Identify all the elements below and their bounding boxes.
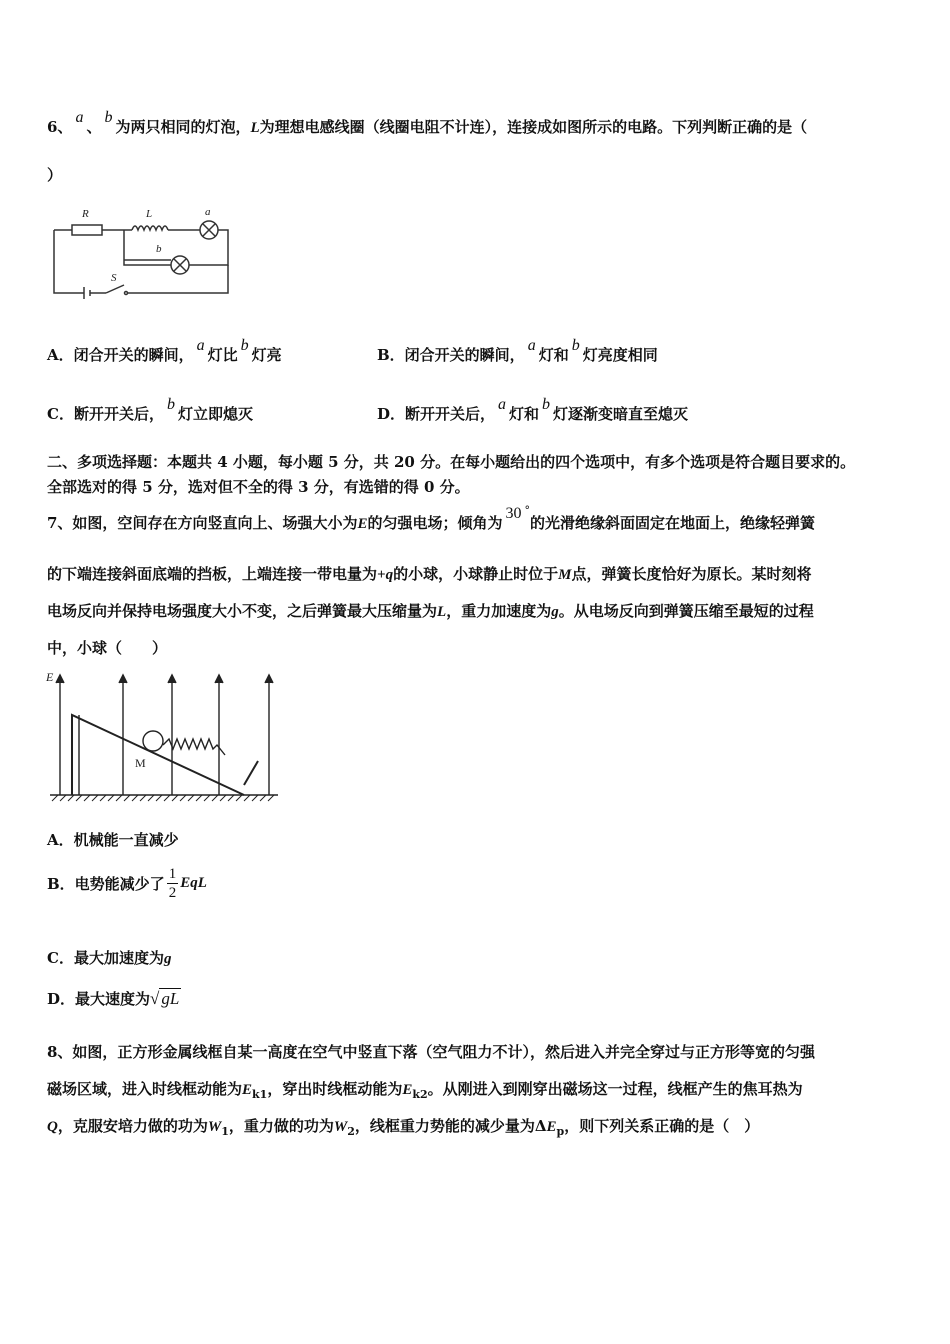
q6-option-d: D．断开开关后，a灯和b灯逐渐变暗直至熄灭 xyxy=(377,396,689,423)
q7-option-b: B．电势能减少了 $\frac{1}{2}$ EqL xyxy=(47,866,207,901)
q6-stem: 6、a、b为两只相同的灯泡，L为理想电感线圈（线圈电阻不计连），连接成如图所示的电路。下列判断正确的是（ xyxy=(47,109,808,136)
var-b: b xyxy=(104,109,113,126)
q6-option-a: A．闭合开关的瞬间，a灯比b灯亮 xyxy=(47,337,282,364)
q7-stem-line3: 电场反向并保持电场强度大小不变，之后弹簧最大压缩量为L，重力加速度为g。从电场反向到弹簧压缩至最短的过程 xyxy=(47,602,814,620)
label-a: a xyxy=(205,206,211,218)
section-2-heading-line2: 全部选对的得 5 分，选对但不全的得 3 分，有选错的得 0 分。 xyxy=(47,478,470,496)
var-a: a xyxy=(75,109,84,126)
label-L: L xyxy=(146,208,153,220)
q8-stem-line2: 磁场区域，进入时线框动能为$E_{k1}$，穿出时线框动能为$E_{k2}$。从刚进入到刚穿出磁场这一过程，线框产生的焦耳热为 xyxy=(47,1080,803,1101)
q7-stem-line4: 中，小球（ ） xyxy=(47,639,168,657)
inductor-L xyxy=(132,226,168,230)
q6-stem-close: ） xyxy=(47,166,63,184)
circuit-diagram xyxy=(48,205,233,300)
q6-option-b: B．闭合开关的瞬间，a灯和b灯亮度相同 xyxy=(377,337,658,364)
q8-stem-line3: Q，克服安培力做的功为$W_1$，重力做的功为$W_2$，线框重力势能的减少量为$\Delta E_p$，则下列关系正确的是（ ） xyxy=(47,1117,760,1138)
ball xyxy=(143,731,163,751)
label-E: E xyxy=(46,670,54,684)
baffle xyxy=(244,761,258,785)
q7-option-a: A．机械能一直减少 xyxy=(47,831,179,849)
section-2-heading: 二、多项选择题：本题共 4 小题，每小题 5 分，共 20 分。在每小题给出的四个选项中，有多个选项是符合题目要求的。 xyxy=(47,453,856,471)
label-M: M xyxy=(135,756,146,770)
sqrt-gL: √ gL xyxy=(150,989,180,1008)
q7-option-c: C．最大加速度为g xyxy=(47,949,172,967)
incline xyxy=(72,715,244,795)
switch-S xyxy=(106,285,124,293)
label-R: R xyxy=(82,208,89,220)
incline-diagram xyxy=(44,665,284,805)
label-S: S xyxy=(111,272,117,284)
label-b: b xyxy=(156,243,162,255)
q7-stem-line1: 7、如图，空间存在方向竖直向上、场强大小为E的匀强电场；倾角为30 °的光滑绝缘斜面固定在地面上，绝缘轻弹簧 xyxy=(47,504,815,532)
q6-option-c: C．断开开关后，b灯立即熄灭 xyxy=(47,396,253,423)
resistor-R xyxy=(72,225,102,235)
q7-option-d: D．最大速度为√ gL xyxy=(47,989,180,1008)
q8-stem-line1: 8、如图，正方形金属线框自某一高度在空气中竖直下落（空气阻力不计），然后进入并完全穿过与正方形等宽的匀强 xyxy=(47,1043,815,1061)
q7-stem-line2: 的下端连接斜面底端的挡板，上端连接一带电量为+q的小球，小球静止时位于M点，弹簧长度恰好为原长。某时刻将 xyxy=(47,565,812,583)
fraction-half: $\frac{1}{2}$ xyxy=(168,866,177,901)
